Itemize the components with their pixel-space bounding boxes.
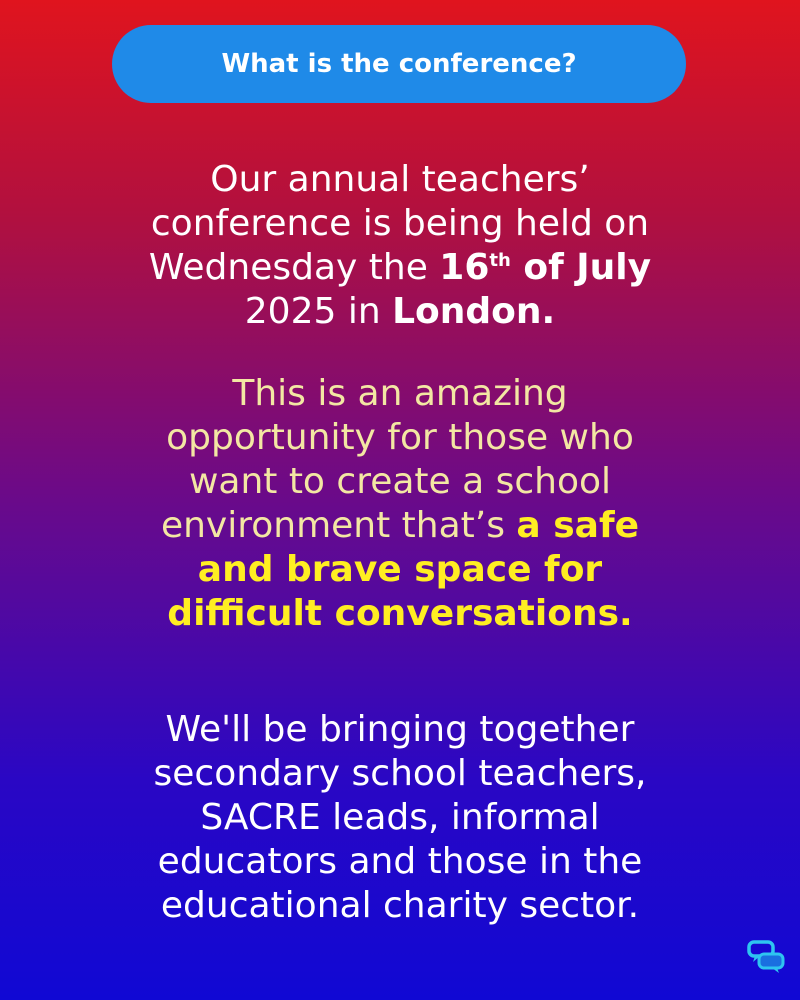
p1-line4 [60,290,740,334]
conference-city: London. [392,291,556,332]
conference-day: 16 [439,247,490,288]
p2-highlight-start: a safe [516,505,640,546]
opportunity-paragraph [60,372,740,636]
chat-bubbles-logo-icon [747,940,785,974]
conference-question-pill[interactable] [112,25,686,103]
p2-line6: difficult conversations. [167,593,633,634]
p2-line1: This is an amazing [232,373,568,414]
p3-line2: secondary school teachers, [153,753,647,794]
p3-line1: We'll be bringing together [165,709,635,750]
p2-line4 [60,504,740,548]
p1-line3-pre: Wednesday the [148,247,440,288]
conference-month: of July [510,247,652,288]
conference-day-suffix: th [489,250,511,271]
p1-line1: Our annual teachers’ [210,159,590,200]
p3-line4: educators and those in the [157,841,643,882]
p2-line3: want to create a school [188,461,612,502]
p2-line2: opportunity for those who [166,417,634,458]
audience-paragraph [60,708,740,928]
pill-title: What is the conference? [221,49,577,79]
p3-line3: SACRE leads, informal [200,797,600,838]
p1-line2: conference is being held on [150,203,650,244]
p3-line5: educational charity sector. [160,885,640,926]
conference-year: 2025 in [244,291,393,332]
p2-line5: and brave space for [197,549,603,590]
conference-date-paragraph [60,158,740,334]
p2-line4-pre: environment that’s [160,505,517,546]
p1-line3 [60,246,740,290]
